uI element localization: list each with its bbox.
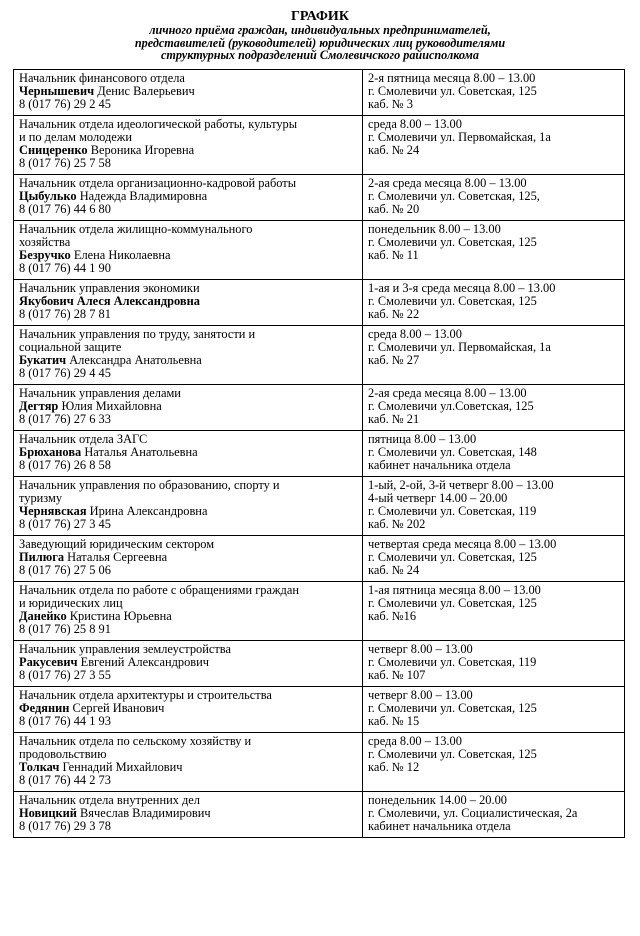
official-given-names: Геннадий Михайлович: [62, 760, 183, 774]
reception-time: 2-ая среда месяца 8.00 – 13.00: [368, 386, 527, 400]
position-title: и юридических лиц: [19, 596, 123, 610]
document-subtitle-line-3: структурных подразделений Смолевичского райисполкома: [160, 48, 480, 62]
reception-details-cell: [363, 326, 625, 385]
reception-location: каб. № 27: [368, 353, 420, 367]
official-cell: [14, 221, 363, 280]
document-title: ГРАФИК: [291, 9, 349, 24]
reception-time: 1-ый, 2-ой, 3-й четверг 8.00 – 13.00: [368, 478, 554, 492]
table-row: [14, 175, 625, 221]
official-surname: Сницеренко: [19, 143, 88, 157]
official-given-names: Вячеслав Владимирович: [80, 806, 211, 820]
reception-time: четвертая среда месяца 8.00 – 13.00: [368, 537, 557, 551]
official-cell: [14, 792, 363, 838]
table-row: [14, 687, 625, 733]
position-title: туризму: [19, 491, 63, 505]
official-surname: Брюханова: [19, 445, 82, 459]
reception-location: каб. № 202: [368, 517, 426, 531]
phone-number: 8 (017 76) 29 2 45: [19, 97, 111, 111]
reception-time: понедельник 8.00 – 13.00: [368, 222, 501, 236]
reception-time: понедельник 14.00 – 20.00: [368, 793, 507, 807]
reception-location: 4-ый четверг 14.00 – 20.00: [368, 491, 508, 505]
document-subtitle-line-2: представителей (руководителей) юридических лиц руководителями: [134, 35, 506, 50]
reception-details-cell: [363, 221, 625, 280]
reception-details-cell: [363, 280, 625, 326]
reception-location: г. Смолевичи ул. Советская, 148: [368, 445, 537, 459]
reception-location: каб. № 3: [368, 97, 413, 111]
table-row: [14, 477, 625, 536]
reception-location: г. Смолевичи ул. Советская, 125: [368, 747, 537, 761]
reception-details-cell: [363, 116, 625, 175]
official-cell: [14, 477, 363, 536]
phone-number: 8 (017 76) 44 1 90: [19, 261, 111, 275]
position-title: Начальник отдела по сельскому хозяйству и: [19, 734, 252, 748]
official-cell: [14, 326, 363, 385]
official-surname: Федянин: [19, 701, 70, 715]
phone-number: 8 (017 76) 25 8 91: [19, 622, 111, 636]
reception-location: г. Смолевичи ул. Советская, 119: [368, 504, 537, 518]
reception-time: четверг 8.00 – 13.00: [368, 642, 473, 656]
reception-location: каб. № 24: [368, 143, 420, 157]
reception-details-cell: [363, 175, 625, 221]
reception-location: г. Смолевичи ул.Советская, 125: [368, 399, 534, 413]
table-row: [14, 536, 625, 582]
official-given-names: Денис Валерьевич: [97, 84, 195, 98]
reception-location: каб. №16: [368, 609, 417, 623]
official-surname: Чернышевич: [19, 84, 95, 98]
reception-location: каб. № 20: [368, 202, 420, 216]
reception-location: каб. № 11: [368, 248, 419, 262]
table-row: [14, 385, 625, 431]
reception-time: четверг 8.00 – 13.00: [368, 688, 473, 702]
reception-location: каб. № 107: [368, 668, 426, 682]
official-surname: Дегтяр: [19, 399, 59, 413]
table-row: [14, 221, 625, 280]
phone-number: 8 (017 76) 29 3 78: [19, 819, 111, 833]
official-given-names: Наталья Сергеевна: [67, 550, 168, 564]
reception-location: кабинет начальника отдела: [368, 458, 511, 472]
table-row: [14, 116, 625, 175]
reception-details-cell: [363, 733, 625, 792]
official-given-names: Надежда Владимировна: [79, 189, 208, 203]
reception-details-cell: [363, 792, 625, 838]
reception-details-cell: [363, 431, 625, 477]
phone-number: 8 (017 76) 44 6 80: [19, 202, 111, 216]
reception-details-cell: [363, 385, 625, 431]
reception-location: г. Смолевичи ул. Советская, 125: [368, 596, 537, 610]
position-title: Начальник отдела организационно-кадровой работы: [19, 176, 297, 190]
table-row: [14, 326, 625, 385]
reception-location: г. Смолевичи, ул. Социалистическая, 2а: [368, 806, 578, 820]
reception-location: г. Смолевичи ул. Советская, 125: [368, 235, 537, 249]
official-surname: Безручко: [19, 248, 71, 262]
reception-location: каб. № 22: [368, 307, 420, 321]
reception-time: пятница 8.00 – 13.00: [368, 432, 477, 446]
table-row: [14, 70, 625, 116]
position-title: Начальник управления делами: [19, 386, 181, 400]
table-row: [14, 582, 625, 641]
reception-details-cell: [363, 687, 625, 733]
reception-location: г. Смолевичи ул. Советская, 125: [368, 294, 537, 308]
reception-location: каб. № 24: [368, 563, 420, 577]
reception-location: каб. № 21: [368, 412, 420, 426]
position-title: Начальник отдела идеологической работы, культуры: [19, 117, 298, 131]
position-title: и по делам молодежи: [19, 130, 132, 144]
table-row: [14, 641, 625, 687]
official-surname: Букатич: [19, 353, 67, 367]
reception-location: г. Смолевичи ул. Первомайская, 1а: [368, 130, 551, 144]
reception-location: г. Смолевичи ул. Советская, 119: [368, 655, 537, 669]
official-given-names: Сергей Иванович: [72, 701, 165, 715]
position-title: Начальник отдела жилищно-коммунального: [19, 222, 253, 236]
reception-details-cell: [363, 582, 625, 641]
phone-number: 8 (017 76) 27 3 55: [19, 668, 111, 682]
phone-number: 8 (017 76) 44 1 93: [19, 714, 111, 728]
official-cell: [14, 536, 363, 582]
position-title: Заведующий юридическим сектором: [19, 537, 215, 551]
official-surname: Ракусевич: [19, 655, 78, 669]
official-surname: Пилюга: [19, 550, 65, 564]
official-surname: Цыбулько: [19, 189, 77, 203]
position-title: Начальник отдела ЗАГС: [19, 432, 148, 446]
phone-number: 8 (017 76) 29 4 45: [19, 366, 111, 380]
phone-number: 8 (017 76) 27 6 33: [19, 412, 111, 426]
reception-time: среда 8.00 – 13.00: [368, 117, 462, 131]
official-cell: [14, 582, 363, 641]
official-given-names: Александра Анатольевна: [69, 353, 202, 367]
official-cell: [14, 280, 363, 326]
official-given-names: Ирина Александровна: [89, 504, 208, 518]
position-title: Начальник отдела архитектуры и строительства: [19, 688, 272, 702]
position-title: Начальник управления по образованию, спорту и: [19, 478, 280, 492]
reception-details-cell: [363, 536, 625, 582]
official-given-names: Кристина Юрьевна: [69, 609, 172, 623]
official-surname: Толкач: [19, 760, 60, 774]
reception-details-cell: [363, 477, 625, 536]
reception-schedule-table: [13, 69, 625, 838]
phone-number: 8 (017 76) 25 7 58: [19, 156, 111, 170]
position-title: Начальник отдела по работе с обращениями граждан: [19, 583, 299, 597]
position-title: Начальник управления экономики: [19, 281, 200, 295]
official-given-names: Елена Николаевна: [73, 248, 171, 262]
phone-number: 8 (017 76) 44 2 73: [19, 773, 111, 787]
official-cell: [14, 175, 363, 221]
position-title: хозяйства: [19, 235, 71, 249]
table-row: [14, 431, 625, 477]
reception-location: кабинет начальника отдела: [368, 819, 511, 833]
reception-time: 2-я пятница месяца 8.00 – 13.00: [368, 71, 536, 85]
official-given-names: Наталья Анатольевна: [84, 445, 198, 459]
reception-location: г. Смолевичи ул. Первомайская, 1а: [368, 340, 551, 354]
position-title: социальной защите: [19, 340, 122, 354]
reception-location: г. Смолевичи ул. Советская, 125: [368, 84, 537, 98]
reception-details-cell: [363, 70, 625, 116]
document-header: [0, 0, 640, 62]
reception-location: г. Смолевичи ул. Советская, 125: [368, 701, 537, 715]
official-given-names: Евгений Александрович: [80, 655, 209, 669]
official-cell: [14, 431, 363, 477]
official-surname: Данейко: [19, 609, 67, 623]
table-row: [14, 792, 625, 838]
official-cell: [14, 385, 363, 431]
official-surname: Чернявская: [19, 504, 87, 518]
reception-location: г. Смолевичи ул. Советская, 125: [368, 550, 537, 564]
official-cell: [14, 733, 363, 792]
reception-location: г. Смолевичи ул. Советская, 125,: [368, 189, 540, 203]
reception-time: среда 8.00 – 13.00: [368, 734, 462, 748]
reception-location: каб. № 15: [368, 714, 420, 728]
official-cell: [14, 116, 363, 175]
reception-time: 2-ая среда месяца 8.00 – 13.00: [368, 176, 527, 190]
official-cell: [14, 641, 363, 687]
reception-time: 1-ая и 3-я среда месяца 8.00 – 13.00: [368, 281, 556, 295]
official-cell: [14, 687, 363, 733]
table-row: [14, 280, 625, 326]
phone-number: 8 (017 76) 27 5 06: [19, 563, 111, 577]
reception-details-cell: [363, 641, 625, 687]
official-cell: [14, 70, 363, 116]
phone-number: 8 (017 76) 27 3 45: [19, 517, 111, 531]
position-title: Начальник отдела внутренних дел: [19, 793, 200, 807]
position-title: продовольствию: [19, 747, 107, 761]
official-surname: Новицкий: [19, 806, 77, 820]
document-subtitle-line-1: личного приёма граждан, индивидуальных предпринимателей,: [149, 23, 491, 37]
official-surname: Якубович Алеся Александровна: [19, 294, 200, 308]
phone-number: 8 (017 76) 28 7 81: [19, 307, 111, 321]
position-title: Начальник финансового отдела: [19, 71, 185, 85]
position-title: Начальник управления по труду, занятости и: [19, 327, 256, 341]
reception-time: среда 8.00 – 13.00: [368, 327, 462, 341]
schedule-table-body: [14, 70, 625, 838]
reception-time: 1-ая пятница месяца 8.00 – 13.00: [368, 583, 541, 597]
official-given-names: Юлия Михайловна: [61, 399, 162, 413]
phone-number: 8 (017 76) 26 8 58: [19, 458, 111, 472]
reception-location: каб. № 12: [368, 760, 420, 774]
table-row: [14, 733, 625, 792]
official-given-names: Вероника Игоревна: [90, 143, 195, 157]
position-title: Начальник управления землеустройства: [19, 642, 231, 656]
